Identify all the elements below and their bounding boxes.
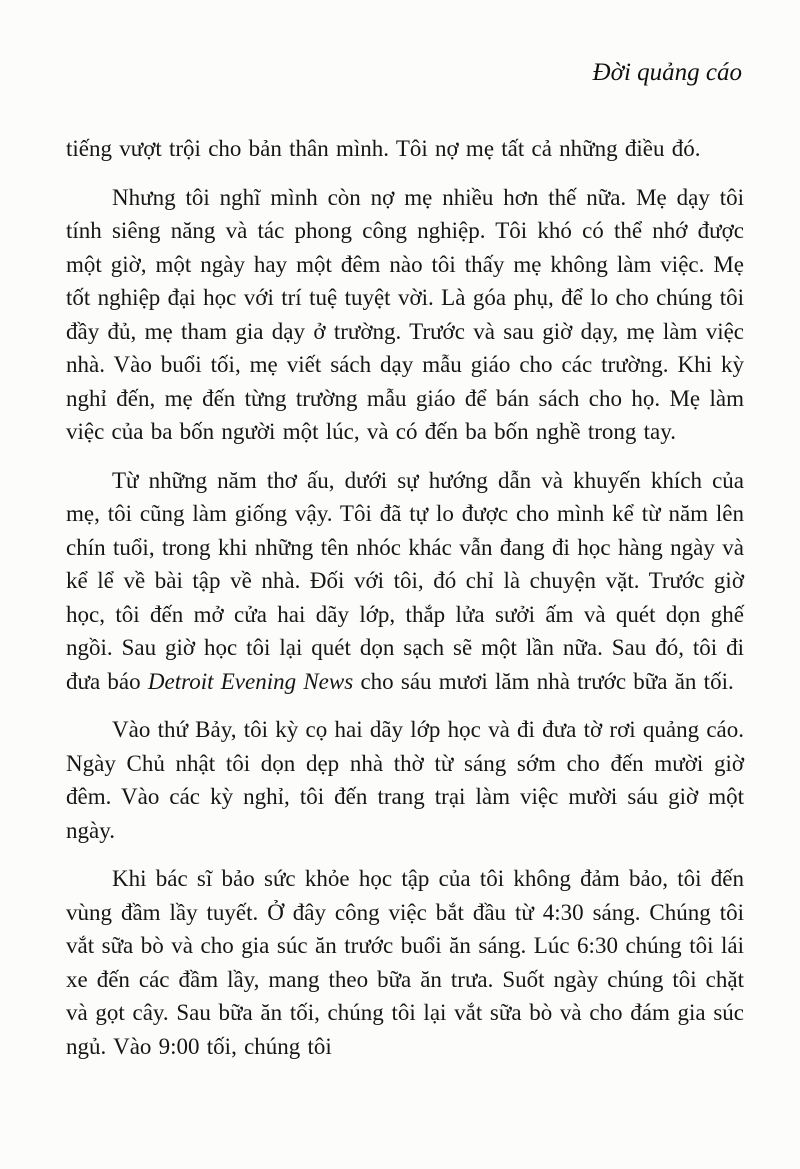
paragraph-text: cho sáu mươi lăm nhà trước bữa ăn tối. (353, 668, 734, 694)
paragraph-with-italic (66, 464, 744, 699)
paragraph-text: Từ những năm thơ ấu, dưới sự hướng dẫn và khuyến khích của mẹ, tôi cũng làm giống vậy. Tôi đã tự lo được cho mình kể từ năm lên chín tuổi, trong khi những tên nhóc khác vẫn đang đi học hàng ngày và kể lể về bài tập về nhà. Đối với tôi, đó chỉ là chuyện vặt. Trước giờ học, tôi đến mở cửa hai dãy lớp, thắp lửa sưởi ấm và quét dọn ghế ngồi. Sau giờ học tôi lại quét dọn sạch sẽ một lần nữa. Sau đó, tôi đi đưa báo (66, 467, 744, 694)
newspaper-title: Detroit Evening News (147, 668, 354, 694)
paragraph-continuation: tiếng vượt trội cho bản thân mình. Tôi nợ mẹ tất cả những điều đó. (66, 136, 701, 161)
paragraph: Nhưng tôi nghĩ mình còn nợ mẹ nhiều hơn thế nữa. Mẹ dạy tôi tính siêng năng và tác phong công nghiệp. Tôi khó có thể nhớ được một giờ, một ngày hay một đêm nào tôi thấy mẹ không làm việc. Mẹ tốt nghiệp đại học với trí tuệ tuyệt vời. Là góa phụ, để lo cho chúng tôi đầy đủ, mẹ tham gia dạy ở trường. Trước và sau giờ dạy, mẹ làm việc nhà. Vào buổi tối, mẹ viết sách dạy mẫu giáo cho các trường. Khi kỳ nghỉ đến, mẹ đến từng trường mẫu giáo để bán sách cho họ. Mẹ làm việc của ba bốn người một lúc, và có đến ba bốn nghề trong tay. (66, 184, 744, 444)
paragraph: Khi bác sĩ bảo sức khỏe học tập của tôi không đảm bảo, tôi đến vùng đầm lầy tuyết. Ở đây công việc bắt đầu từ 4:30 sáng. Chúng tôi vắt sữa bò và cho gia súc ăn trước buổi ăn sáng. Lúc 6:30 chúng tôi lái xe đến các đầm lầy, mang theo bữa ăn trưa. Suốt ngày chúng tôi chặt và gọt cây. Sau bữa ăn tối, chúng tôi lại vắt sữa bò và cho đám gia súc ngủ. Vào 9:00 tối, chúng tôi (66, 866, 744, 1059)
running-header: Đời quảng cáo (592, 59, 742, 86)
page-content (66, 132, 744, 1063)
paragraph: Vào thứ Bảy, tôi kỳ cọ hai dãy lớp học và đi đưa tờ rơi quảng cáo. Ngày Chủ nhật tôi dọn dẹp nhà thờ từ sáng sớm cho đến mười giờ đêm. Vào các kỳ nghỉ, tôi đến trang trại làm việc mười sáu giờ một ngày. (66, 717, 744, 843)
